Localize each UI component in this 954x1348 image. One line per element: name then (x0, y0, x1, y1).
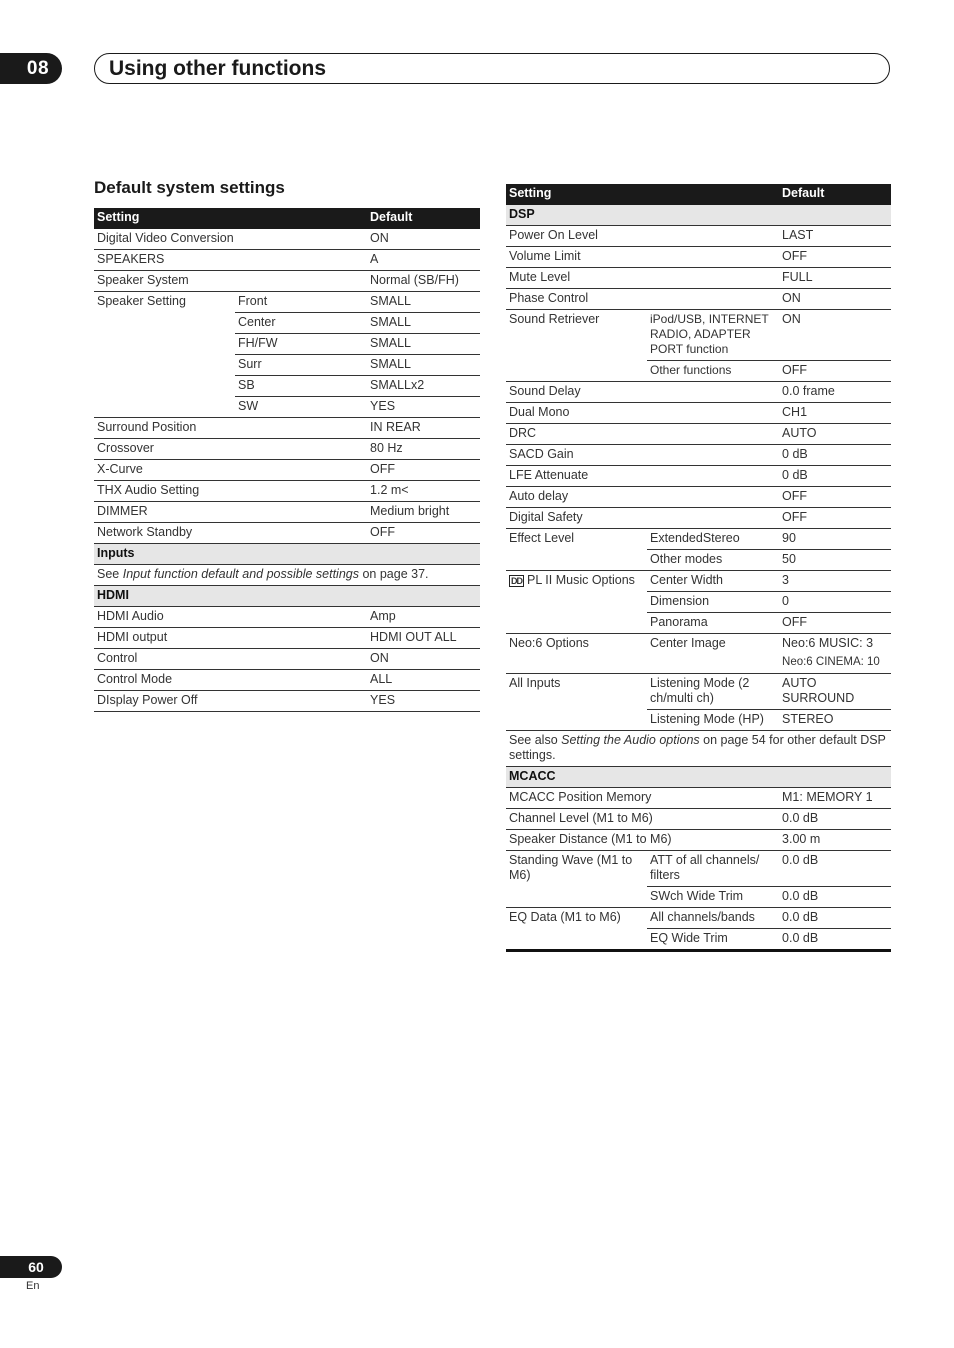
page-language: En (26, 1280, 40, 1292)
setting-name: Sound Retriever (506, 310, 647, 382)
default-value: SMALLx2 (367, 376, 480, 397)
setting-name: Power On Level (506, 226, 779, 247)
header-setting: Setting (94, 208, 367, 229)
table-row (506, 424, 891, 445)
sub-setting: iPod/USB, INTERNET RADIO, ADAPTER PORT function (647, 310, 779, 361)
table-row (94, 292, 480, 313)
setting-name: Speaker System (94, 271, 367, 292)
table-row (506, 268, 891, 289)
hdmi-settings-rows (94, 607, 480, 712)
header-setting: Setting (506, 184, 779, 205)
default-value: OFF (779, 361, 891, 382)
setting-name: X-Curve (94, 460, 367, 481)
setting-name: Dual Mono (506, 403, 779, 424)
section-label: MCACC (506, 767, 891, 788)
default-value: Neo:6 MUSIC: 3 Neo:6 CINEMA: 10 (779, 634, 891, 674)
inputs-note-row (94, 565, 480, 586)
dsp-note-row (506, 731, 891, 767)
section-label: DSP (506, 205, 891, 226)
setting-name: Speaker Distance (M1 to M6) (506, 830, 779, 851)
sub-setting: Listening Mode (2 ch/multi ch) (647, 674, 779, 710)
setting-name: HDMI output (94, 628, 367, 649)
sub-setting: Panorama (647, 613, 779, 634)
dsp-note-link-title: Setting the Audio options (561, 733, 700, 747)
default-value: SMALL (367, 313, 480, 334)
setting-name: DIsplay Power Off (94, 691, 367, 712)
default-value: Amp (367, 607, 480, 628)
table-row (94, 439, 480, 460)
default-value: HDMI OUT ALL (367, 628, 480, 649)
default-value: 0.0 dB (779, 851, 891, 887)
header-default: Default (367, 208, 480, 229)
default-value: OFF (779, 487, 891, 508)
default-value: 90 (779, 529, 891, 550)
table-row (94, 670, 480, 691)
default-value: AUTO (779, 424, 891, 445)
inputs-note: See Input function default and possible settings on page 37. (94, 565, 480, 586)
default-value: Medium bright (367, 502, 480, 523)
default-value: YES (367, 397, 480, 418)
setting-name: DRC (506, 424, 779, 445)
default-value: M1: MEMORY 1 (779, 788, 891, 809)
table-row (94, 250, 480, 271)
setting-name: Speaker Setting (94, 292, 235, 418)
table-row (506, 571, 891, 592)
section-row-hdmi (94, 586, 480, 607)
header-default: Default (779, 184, 891, 205)
table-row (506, 310, 891, 361)
sub-setting: SB (235, 376, 367, 397)
default-value: ON (367, 229, 480, 250)
default-value: IN REAR (367, 418, 480, 439)
dsp-note: See also Setting the Audio options on page 54 for other default DSP settings. (506, 731, 891, 767)
default-value: SMALL (367, 355, 480, 376)
default-value: ON (779, 289, 891, 310)
sub-setting: ATT of all channels/ filters (647, 851, 779, 887)
sub-setting: Front (235, 292, 367, 313)
default-value: STEREO (779, 710, 891, 731)
table-row (94, 523, 480, 544)
setting-name: Control Mode (94, 670, 367, 691)
default-value: YES (367, 691, 480, 712)
table-row (506, 445, 891, 466)
default-value: OFF (367, 460, 480, 481)
section-heading: Default system settings (94, 178, 285, 197)
default-value: 0.0 dB (782, 931, 819, 945)
sub-setting: SW (235, 397, 367, 418)
default-value: 3.00 m (779, 830, 891, 851)
default-value: LAST (779, 226, 891, 247)
chapter-number-badge: 08 (0, 53, 62, 84)
setting-name: THX Audio Setting (94, 481, 367, 502)
setting-name: Digital Safety (506, 508, 779, 529)
default-value: 0.0 dB (779, 908, 891, 929)
table-row (506, 508, 891, 529)
default-value: 0.0 dB (779, 809, 891, 830)
table-row (506, 487, 891, 508)
table-row (94, 649, 480, 670)
setting-name: DIMMER (94, 502, 367, 523)
section-row-inputs (94, 544, 480, 565)
setting-name: SACD Gain (506, 445, 779, 466)
default-value: OFF (367, 523, 480, 544)
setting-name: Volume Limit (506, 247, 779, 268)
sub-setting: Other modes (647, 550, 779, 571)
table-row (94, 481, 480, 502)
table-row (506, 403, 891, 424)
default-value: 80 Hz (367, 439, 480, 460)
default-value: SMALL (367, 334, 480, 355)
setting-name: Network Standby (94, 523, 367, 544)
setting-name: Auto delay (506, 487, 779, 508)
table-row (506, 851, 891, 887)
setting-name: All Inputs (506, 674, 647, 731)
table-header-row (94, 208, 480, 229)
section-label: HDMI (94, 586, 480, 607)
sub-setting: ExtendedStereo (647, 529, 779, 550)
setting-name: Surround Position (94, 418, 367, 439)
table-row (94, 691, 480, 712)
setting-name: Mute Level (506, 268, 779, 289)
default-value: A (367, 250, 480, 271)
sub-setting: Center Width (647, 571, 779, 592)
section-row-mcacc (506, 767, 891, 788)
default-value: ON (367, 649, 480, 670)
setting-name: Neo:6 Options (506, 634, 647, 674)
section-label: Inputs (94, 544, 480, 565)
table-row (506, 382, 891, 403)
default-value: 1.2 m< (367, 481, 480, 502)
table-row (506, 226, 891, 247)
default-value: OFF (779, 613, 891, 634)
inputs-note-link-title: Input function default and possible settings (122, 567, 359, 581)
section-row-dsp (506, 205, 891, 226)
table-row (94, 607, 480, 628)
table-row (506, 634, 891, 674)
setting-name: MCACC Position Memory (506, 788, 779, 809)
setting-name: Phase Control (506, 289, 779, 310)
default-value: 0 dB (779, 445, 891, 466)
system-settings-rows (94, 229, 480, 544)
setting-name: Digital Video Conversion (94, 229, 367, 250)
default-value: SMALL (367, 292, 480, 313)
setting-name: SPEAKERS (94, 250, 367, 271)
default-value: 50 (779, 550, 891, 571)
system-settings-table (94, 208, 480, 712)
default-value: CH1 (779, 403, 891, 424)
default-value: OFF (779, 247, 891, 268)
sub-setting: Surr (235, 355, 367, 376)
table-row (94, 418, 480, 439)
setting-name: Channel Level (M1 to M6) (506, 809, 779, 830)
table-row (506, 788, 891, 809)
table-row (506, 529, 891, 550)
table-row (506, 466, 891, 487)
table-row (94, 502, 480, 523)
sub-setting: SWch Wide Trim (647, 887, 779, 908)
sub-setting: All channels/bands (647, 908, 779, 929)
table-row (506, 830, 891, 851)
table-row (94, 229, 480, 250)
sub-setting: FH/FW (235, 334, 367, 355)
table-row (506, 674, 891, 710)
default-value: Normal (SB/FH) (367, 271, 480, 292)
setting-name: HDMI Audio (94, 607, 367, 628)
sub-setting: Dimension (647, 592, 779, 613)
default-value: 0.0 dB (779, 887, 891, 908)
default-value: 0.0 frame (779, 382, 891, 403)
table-row (506, 247, 891, 268)
sub-setting: Center Image (647, 634, 779, 674)
chapter-title: Using other functions (94, 53, 890, 84)
setting-name: Standing Wave (M1 to M6) (506, 851, 647, 908)
table-row (94, 271, 480, 292)
sub-setting: Center (235, 313, 367, 334)
setting-name: LFE Attenuate (506, 466, 779, 487)
default-value: 0 dB (779, 466, 891, 487)
default-value: OFF (779, 508, 891, 529)
table-row (94, 628, 480, 649)
table-header-row (506, 184, 891, 205)
setting-name: Effect Level (506, 529, 647, 571)
table-row (94, 460, 480, 481)
default-value: 3 (779, 571, 891, 592)
sub-setting: Other functions (647, 361, 779, 382)
setting-name: Crossover (94, 439, 367, 460)
setting-name: Sound Delay (506, 382, 779, 403)
default-value: 0 (779, 592, 891, 613)
setting-name: EQ Data (M1 to M6) (509, 910, 621, 924)
default-value: FULL (779, 268, 891, 289)
table-row (506, 809, 891, 830)
default-value: ALL (367, 670, 480, 691)
dolby-icon: DD (511, 576, 522, 586)
page-number: 60 (0, 1256, 62, 1278)
sub-setting: Listening Mode (HP) (647, 710, 779, 731)
default-value: AUTO SURROUND (779, 674, 891, 710)
setting-name: Control (94, 649, 367, 670)
sub-setting: EQ Wide Trim (650, 931, 728, 945)
default-value: ON (779, 310, 891, 361)
table-row (506, 289, 891, 310)
dsp-mcacc-settings-table (506, 184, 891, 952)
table-row (506, 908, 891, 929)
setting-name: DD PL II Music Options (506, 571, 647, 634)
